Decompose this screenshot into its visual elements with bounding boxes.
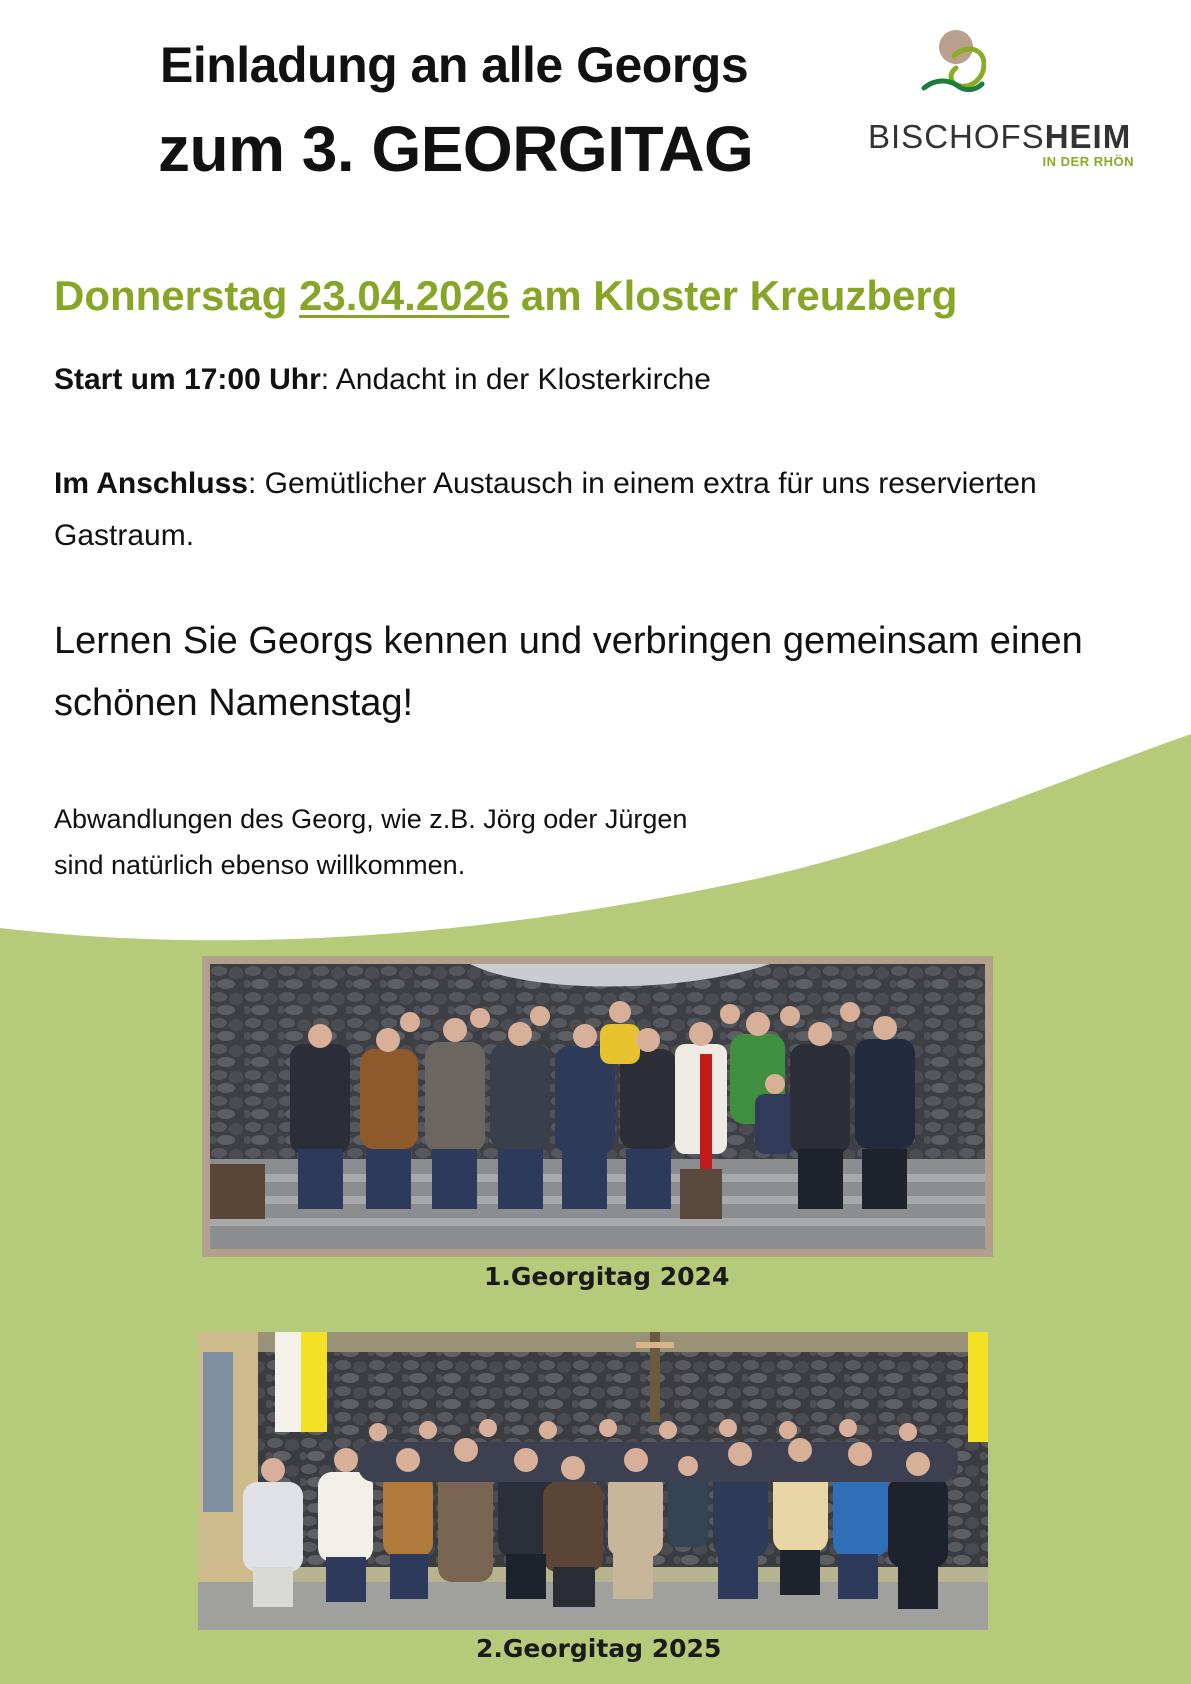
- event-date: 23.04.2026: [299, 272, 510, 319]
- after-text: : Gemütlicher Austausch in einem extra für uns reservierten Gastraum.: [54, 467, 1037, 552]
- after-info: [54, 458, 1054, 562]
- group-photo-2024-frame: [202, 956, 993, 1257]
- group-photo-2025: [198, 1332, 988, 1630]
- start-text: : Andacht in der Klosterkirche: [320, 363, 711, 396]
- logo-wordmark: BISCHOFSHEIM: [868, 118, 1132, 155]
- invitation-text: Lernen Sie Georgs kennen und verbringen gemeinsam einen schönen Namenstag!: [54, 620, 1083, 724]
- event-date-location: [54, 272, 957, 320]
- group-photo-2024: [210, 964, 985, 1249]
- event-title: zum 3. GEORGITAG: [158, 113, 754, 185]
- photo-caption-2025: 2.Georgitag 2025: [476, 1634, 722, 1663]
- event-weekday: Donnerstag: [54, 272, 288, 319]
- name-variants-note: Abwandlungen des Georg, wie z.B. Jörg oder Jürgen sind natürlich ebenso willkommen.: [54, 804, 688, 880]
- event-location: am Kloster Kreuzberg: [520, 272, 958, 319]
- logo-mark-icon: [896, 30, 986, 100]
- logo-subtitle: IN DER RHÖN: [1042, 154, 1134, 169]
- start-label: Start um 17:00 Uhr: [54, 363, 321, 396]
- bischofsheim-logo: [868, 30, 1138, 170]
- start-info: [54, 354, 711, 406]
- after-label: Im Anschluss: [54, 467, 248, 500]
- invitation-heading: Einladung an alle Georgs: [160, 37, 749, 93]
- photo-caption-2024: 1.Georgitag 2024: [484, 1262, 730, 1291]
